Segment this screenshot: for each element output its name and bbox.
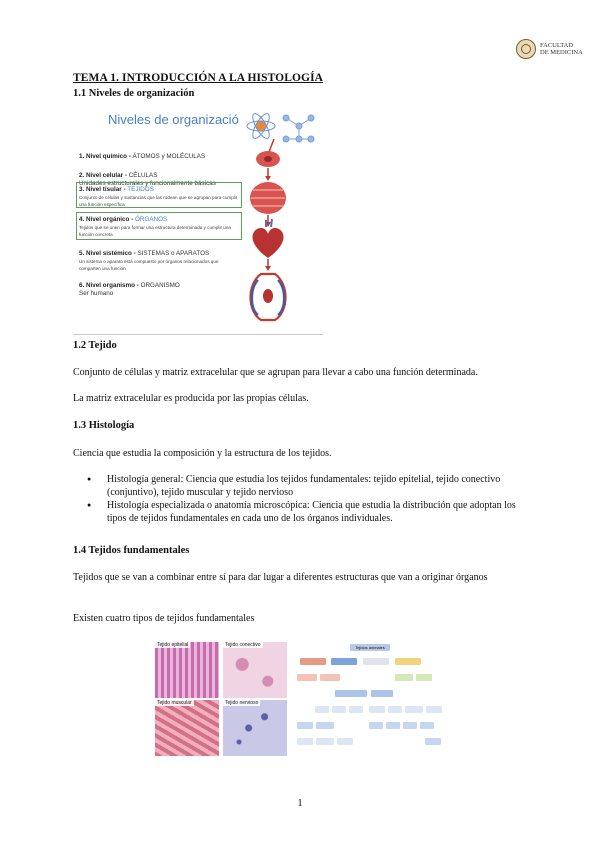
chart-node (416, 674, 432, 681)
list-item: ● Histología especializada o anatomía microscópica: Ciencia que estudia la distribución que adoptan los tipos de tejidos fundamentales en cada uno de los órganos individuales. (87, 499, 527, 525)
tissue-classification-chart (295, 638, 445, 756)
chart-node (395, 658, 421, 665)
level-6: 6. Nivel organismo - ORGANISMO Ser humano (79, 282, 180, 297)
faculty-logo (516, 38, 586, 60)
heading-1-3: 1.3 Histología (73, 420, 135, 431)
cell-icon (256, 151, 280, 167)
document-title: TEMA 1. INTRODUCCIÓN A LA HISTOLOGÍA (73, 72, 324, 84)
chart-node (405, 706, 423, 713)
heading-1-1: 1.1 Niveles de organización (73, 88, 195, 99)
chart-node (335, 690, 367, 697)
level-4: 4. Nivel orgánico - ÓRGANOS Tejidos que se unen para formar una estructura determinada y cumplir una función concreta (79, 216, 231, 237)
page-number: 1 (297, 797, 303, 809)
chart-node (300, 658, 326, 665)
chart-node (331, 658, 357, 665)
chart-root-node: Tejidos animales (350, 644, 390, 651)
paragraph-histologia: Ciencia que estudia la composición y la estructura de los tejidos. (73, 448, 332, 459)
chart-node (388, 706, 402, 713)
connective-tissue-image: Tejido conectivo (223, 642, 287, 698)
tissue-icon (250, 182, 286, 214)
list-item: ● Histología general: Ciencia que estudia los tejidos fundamentales: tejido epitelial, tejido conectivo (conjuntivo), tejido muscular y tejido nervioso (87, 473, 527, 499)
chart-node (426, 706, 442, 713)
paragraph-tejidos-fundamentales: Tejidos que se van a combinar entre sí para dar lugar a diferentes estructuras que van a originar órganos (73, 572, 488, 583)
heading-1-4: 1.4 Tejidos fundamentales (73, 545, 190, 556)
chart-node (363, 658, 389, 665)
chart-node (320, 674, 340, 681)
chart-node (395, 674, 413, 681)
chart-node (316, 722, 334, 729)
level-2: 2. Nivel celular - CÉLULAS Unidades estructurales y funcionalmente básicas (79, 172, 216, 187)
logo-text: FACULTAD DE MEDICINA (540, 42, 583, 56)
chart-node (403, 722, 417, 729)
level-5: 5. Nivel sistémico - SISTEMAS o APARATOS Un sistema o aparato está compuesto por órganos relacionados que comparten una función (79, 250, 219, 271)
chart-node (316, 738, 334, 745)
chart-node (337, 738, 353, 745)
chart-node (297, 674, 317, 681)
figure-title: Niveles de organizació (108, 112, 239, 127)
nervous-tissue-image: Tejido nervioso (223, 700, 287, 756)
heading-1-2: 1.2 Tejido (73, 340, 117, 351)
chart-node (332, 706, 346, 713)
histology-types-list (87, 473, 527, 525)
circulatory-system-icon (251, 274, 286, 320)
paragraph-tejido-definition: Conjunto de células y matriz extracelular que se agrupan para llevar a cabo una función determinada. (73, 367, 478, 378)
chart-node (315, 706, 329, 713)
chart-node (297, 738, 313, 745)
level-1: 1. Nivel químico - ÁTOMOS y MOLÉCULAS (79, 153, 206, 160)
epithelial-tissue-image: Tejido epitelial (155, 642, 219, 698)
chart-node (425, 738, 441, 745)
seal-icon (516, 39, 536, 59)
chart-node (371, 690, 393, 697)
paragraph-matriz: La matriz extracelular es producida por las propias células. (73, 393, 309, 404)
chart-node (349, 706, 363, 713)
chart-node (297, 722, 313, 729)
molecule-icon (283, 115, 314, 142)
organization-illustrations (241, 106, 323, 334)
chart-node (369, 706, 385, 713)
atom-icon (247, 111, 275, 140)
muscle-tissue-image: Tejido muscular (155, 700, 219, 756)
organization-levels-figure (73, 106, 323, 335)
chart-node (369, 722, 383, 729)
level-3: 3. Nivel tisular - TEJIDOS Conjunto de células y sustancias que las rodean que se agrupan para cumplir una función específica (79, 186, 238, 207)
chart-node (386, 722, 400, 729)
fundamental-tissues-figure (155, 638, 445, 756)
chart-node (420, 722, 434, 729)
paragraph-cuatro-tipos: Existen cuatro tipos de tejidos fundamentales (73, 613, 255, 624)
